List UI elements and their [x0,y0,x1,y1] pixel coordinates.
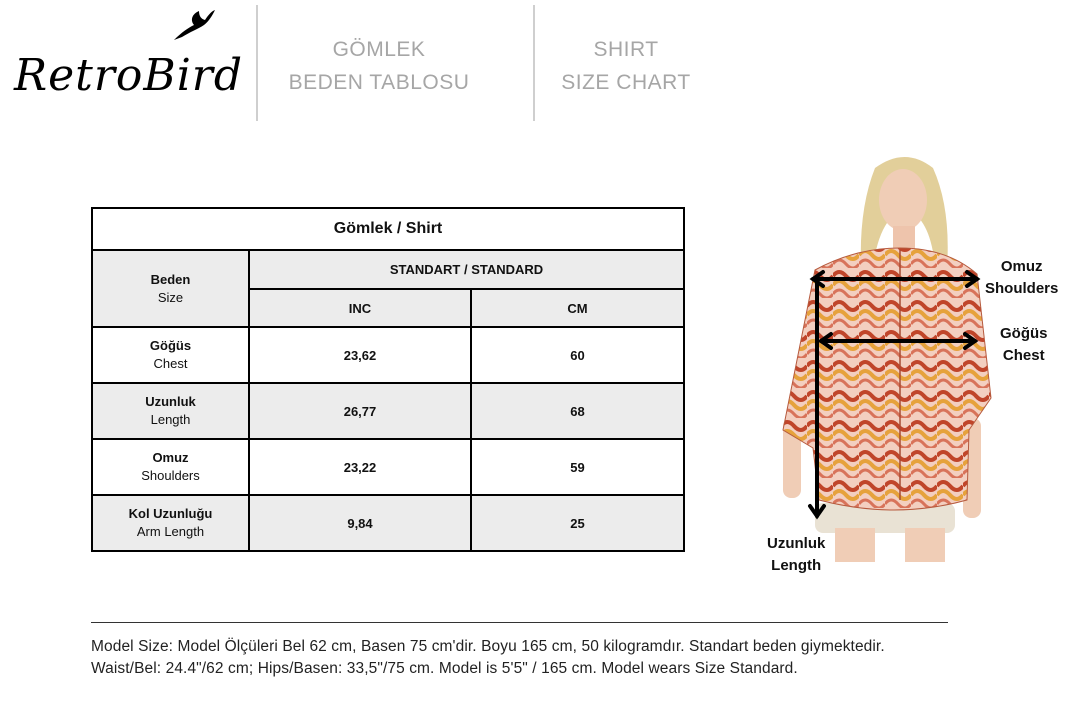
title-en-line2: SIZE CHART [561,71,691,94]
length-label-en: Length [771,557,822,574]
value-inc: 9,84 [249,495,471,551]
brand-logo [14,8,243,108]
table-row [92,383,684,439]
size-label-en: Size [157,289,184,305]
title-en-line1: SHIRT [593,38,659,61]
row-label [92,383,249,439]
chest-label-en: Chest [1002,347,1045,364]
row-label-tr: Kol Uzunluğu [128,506,213,521]
value-inc: 23,22 [249,439,471,495]
shoulders-label-en: Shoulders [985,280,1059,297]
table-title: Gömlek / Shirt [92,208,684,250]
value-inc: 26,77 [249,383,471,439]
size-label-tr: Beden [150,271,191,287]
leg-shape [835,528,875,562]
brand-name: RetroBird [14,50,243,101]
value-cm: 25 [471,495,684,551]
footer-divider [91,622,948,623]
row-label [92,495,249,551]
row-label-en: Shoulders [141,468,200,483]
size-table [91,207,685,552]
row-label-tr: Uzunluk [145,394,196,409]
leg-shape [905,528,945,562]
table-row [92,327,684,383]
value-inc: 23,62 [249,327,471,383]
title-tr-line2: BEDEN TABLOSU [288,71,470,94]
title-tr-line1: GÖMLEK [332,38,426,61]
row-label-en: Arm Length [136,524,205,539]
size-header-cell [92,250,249,327]
label-shoulders [985,256,1058,300]
value-cm: 60 [471,327,684,383]
row-label [92,439,249,495]
model-size-note-en: Waist/Bel: 24.4"/62 cm; Hips/Basen: 33,5"/75 cm. Model is 5'5" / 165 cm. Model wears Size Standard. [91,660,798,677]
title-english [545,33,707,99]
standard-header: STANDART / STANDARD [249,250,684,289]
value-cm: 68 [471,383,684,439]
label-chest [1000,323,1048,367]
title-turkish [270,33,488,99]
table-row [92,495,684,551]
row-label-en: Length [150,412,191,427]
length-label-tr: Uzunluk [767,535,826,552]
chest-label-tr: Göğüs [1000,325,1048,342]
model-size-note: Model Size: Model Ölçüleri Bel 62 cm, Basen 75 cm'dir. Boyu 165 cm, 50 kilogramdır. Standart beden giymektedir. [91,638,885,655]
unit-header-cm: CM [471,289,684,327]
row-label [92,327,249,383]
row-label-tr: Omuz [152,450,189,465]
table-row [92,439,684,495]
face-shape [879,169,927,231]
row-label-tr: Göğüs [149,338,192,353]
row-label-en: Chest [153,356,188,371]
header-divider [533,5,535,121]
header-divider [256,5,258,121]
shirt-shape [783,248,991,510]
value-cm: 59 [471,439,684,495]
shoulders-label-tr: Omuz [1000,258,1043,275]
unit-header-inc: INC [249,289,471,327]
label-length [767,533,825,577]
bird-icon [172,8,216,44]
